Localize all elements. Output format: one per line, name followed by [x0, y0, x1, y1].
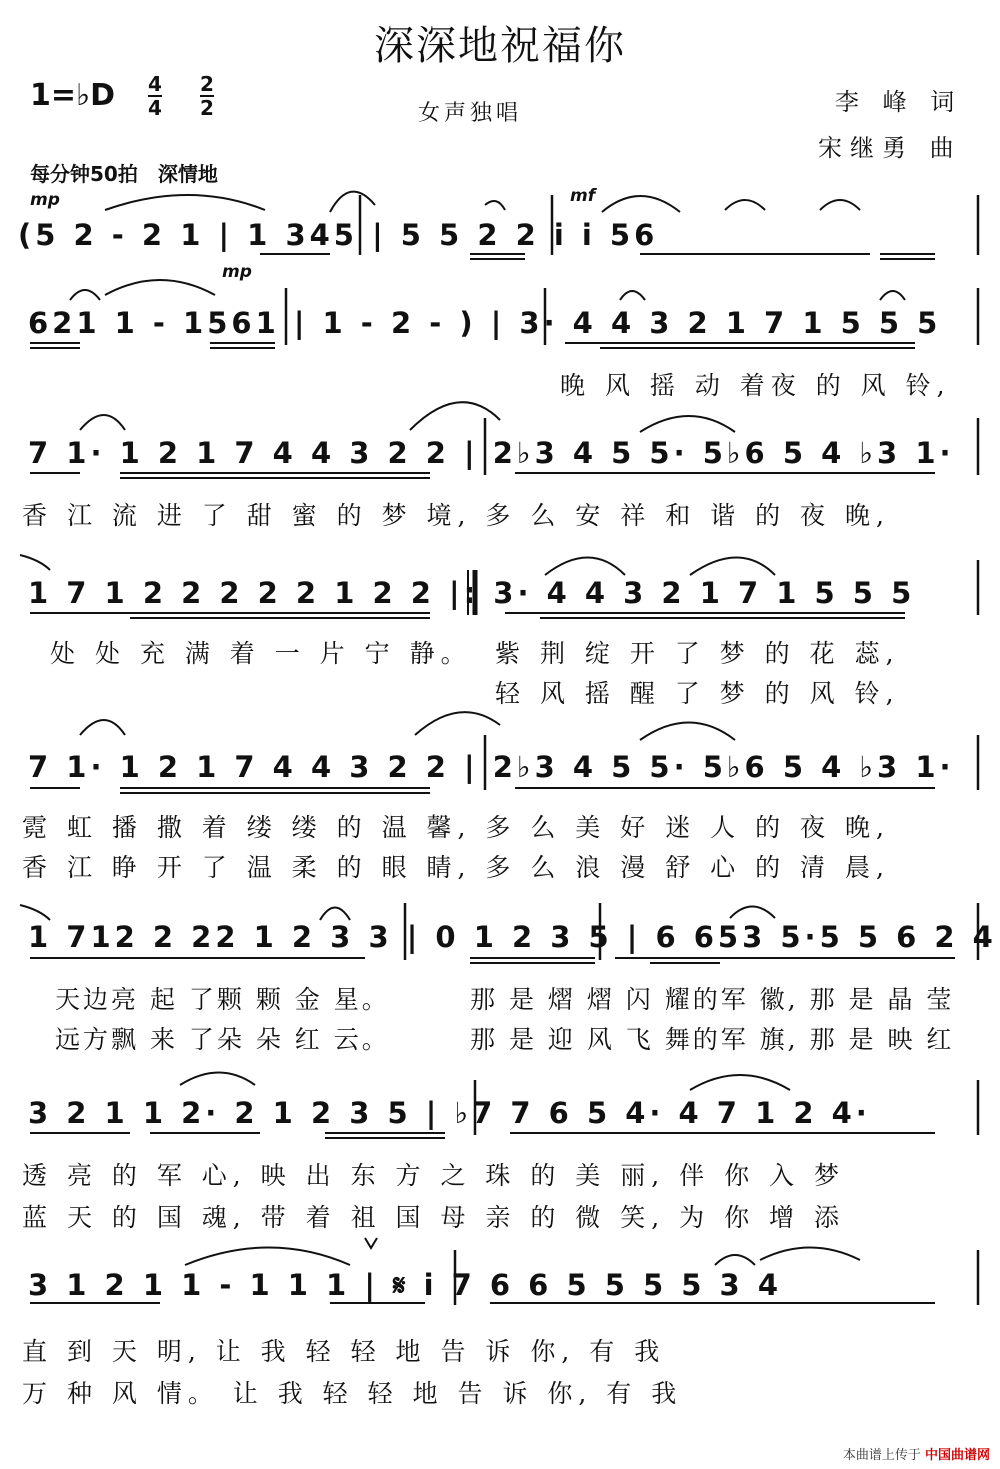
footer-site-name: 中国曲谱网: [924, 1448, 990, 1463]
footer-text: 本曲谱上传于: [842, 1448, 921, 1463]
lyric-line-7b: 蓝 天 的 国 魂, 带 着 祖 国 母 亲 的 微 笑, 为 你 增 添: [22, 1203, 845, 1232]
lyric-line-6d: 那 是 迎 风 飞 舞的军 旗, 那 是 映 红: [470, 1025, 955, 1054]
notation-line-6: 1 712 2 22 1 2 3 3 | 0 1 2 3 5 | 6 653 5·5 5 6 2 4: [28, 920, 997, 954]
footer-watermark: [843, 1444, 990, 1463]
lyric-line-6c: 远方飘 来 了朵 朵 红 云。: [55, 1025, 390, 1054]
dynamic-mp-1: mp: [30, 190, 60, 210]
time-signature-2: 2 2: [200, 72, 214, 120]
lyric-line-8a: 直 到 天 明, 让 我 轻 轻 地 告 诉 你, 有 我: [22, 1337, 666, 1366]
lyric-line-2a: 晚 风 摇 动 着夜 的 风 铃,: [560, 371, 951, 400]
notation-line-2: 621 1 - 1561 | 1 - 2 - ) | 3· 4 4 3 2 1 7 1 5 5 5: [28, 306, 942, 340]
notation-line-8: 3 1 2 1 1 - 1 1 1 | 𝄋 i 7 6 6 5 5 5 5 3 4: [28, 1268, 782, 1302]
song-title: 深深地祝福你: [374, 23, 626, 69]
lyric-line-6b: 那 是 熠 熠 闪 耀的军 徽, 那 是 晶 莹: [470, 985, 955, 1014]
dynamic-mp-2: mp: [222, 262, 252, 282]
composer-credit: 宋继勇 曲: [818, 134, 962, 162]
lyric-line-4c: 轻 风 摇 醒 了 梦 的 风 铃,: [495, 679, 900, 708]
lyric-line-5a: 霓 虹 播 撒 着 缕 缕 的 温 馨, 多 么 美 好 迷 人 的 夜 晚,: [22, 813, 890, 842]
lyric-line-4a: 处 处 充 满 着 一 片 宁 静。: [50, 639, 472, 668]
lyric-line-5b: 香 江 睁 开 了 温 柔 的 眼 睛, 多 么 浪 漫 舒 心 的 清 晨,: [22, 853, 890, 882]
time-signature-1: 4 4: [148, 72, 162, 120]
performance-type: 女声独唱: [418, 101, 523, 126]
key-signature: 1=♭D: [30, 78, 116, 113]
notation-line-3: 7 1· 1 2 1 7 4 4 3 2 2 | 2♭3 4 5 5· 5♭6 5 4 ♭3 1·: [28, 436, 955, 470]
lyric-line-8b: 万 种 风 情。 让 我 轻 轻 地 告 诉 你, 有 我: [22, 1379, 683, 1408]
tempo-marking: 每分钟50拍 深情地: [30, 162, 218, 186]
lyric-line-6a: 天边亮 起 了颗 颗 金 星。: [55, 985, 390, 1014]
lyric-line-3a: 香 江 流 进 了 甜 蜜 的 梦 境, 多 么 安 祥 和 谐 的 夜 晚,: [22, 501, 890, 530]
notation-line-1: (5 2 - 2 1 | 1 345 | 5 5 2 2 i i 56: [18, 218, 659, 252]
notation-line-4: 1 7 1 2 2 2 2 2 1 2 2 |: 3· 4 4 3 2 1 7 1 5 5 5: [28, 576, 916, 610]
lyricist-credit: 李 峰 词: [835, 88, 963, 116]
lyric-line-7a: 透 亮 的 军 心, 映 出 东 方 之 珠 的 美 丽, 伴 你 入 梦: [22, 1161, 845, 1190]
lyric-line-4b: 紫 荆 绽 开 了 梦 的 花 蕊,: [495, 639, 900, 668]
dynamic-mf: mf: [570, 186, 596, 206]
notation-line-5: 7 1· 1 2 1 7 4 4 3 2 2 | 2♭3 4 5 5· 5♭6 5 4 ♭3 1·: [28, 750, 955, 784]
notation-line-7: 3 2 1 1 2· 2 1 2 3 5 | ♭7 7 6 5 4· 4 7 1 2 4·: [28, 1096, 871, 1130]
